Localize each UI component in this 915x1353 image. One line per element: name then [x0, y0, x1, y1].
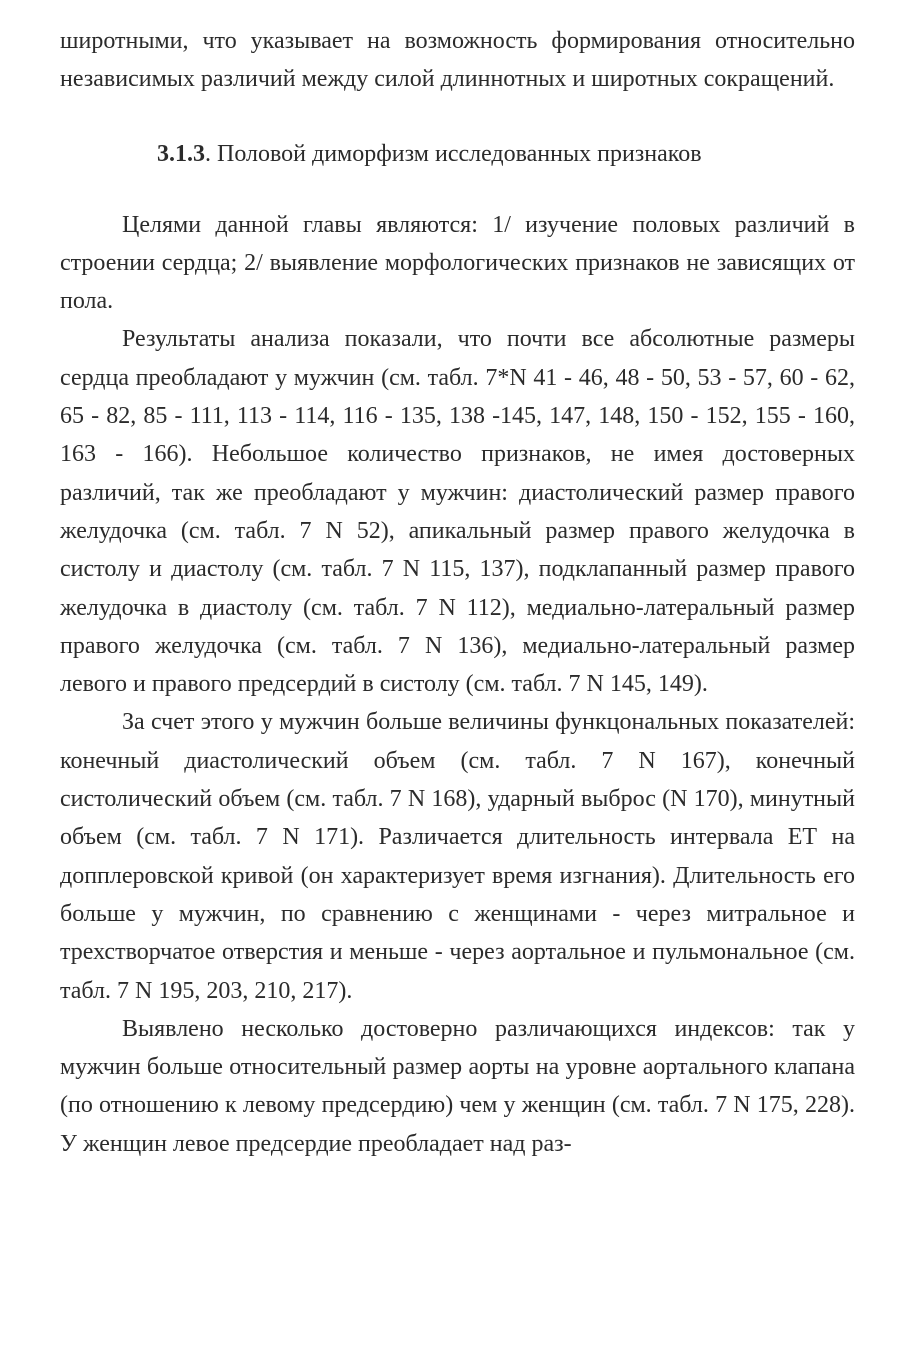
paragraph-functional: За счет этого у мужчин больше величины функцональных показателей: конечный диастолический объем (см. табл. 7 N 167), конечный систолический объем (см. табл. 7 N 168), ударный выброс (N 170), минутный объем (см. табл. 7 N 171). Различается длительность интервала ЕТ на допплеровской кривой (он характеризует время изгнания). Длительность его больше у мужчин, по сравнению с женщинами - через митральное и трехстворчатое отверстия и меньше - через аортальное и пульмональное (см. табл. 7 N 195, 203, 210, 217).	[60, 709, 855, 1004]
document-page	[60, 22, 855, 1163]
section-title: . Половой диморфизм исследованных признаков	[205, 140, 702, 167]
paragraph-goals: Целями данной главы являются: 1/ изучение половых различий в строении сердца; 2/ выявление морфологических признаков не зависящих от пола.	[60, 211, 855, 315]
paragraph-continuation: широтными, что указывает на возможность формирования относительно независимых различий между силой длиннотных и широтных сокращений.	[60, 28, 855, 93]
paragraph-indices: Выявлено несколько достоверно различающихся индексов: так у мужчин больше относительный размер аорты на уровне аортального клапана (по отношению к левому предсердию) чем у женщин (см. табл. 7 N 175, 228). У женщин левое предсердие преобладает над раз-	[60, 1015, 855, 1157]
section-number: 3.1.3	[157, 140, 205, 167]
section-heading	[60, 139, 855, 169]
paragraph-results: Результаты анализа показали, что почти все абсолютные размеры сердца преобладают у мужчин (см. табл. 7*N 41 - 46, 48 - 50, 53 - 57, 60 - 62, 65 - 82, 85 - 111, 113 - 114, 116 - 135, 138 -145, 147, 148, 150 - 152, 155 - 160, 163 - 166). Небольшое количество признаков, не имея достоверных различий, так же преобладают у мужчин: диастолический размер правого желудочка (см. табл. 7 N 52), апикальный размер правого желудочка в систолу и диастолу (см. табл. 7 N 115, 137), подклапанный размер правого желудочка в диастолу (см. табл. 7 N 112), медиально-латеральный размер правого желудочка (см. табл. 7 N 136), медиально-латеральный размер левого и правого предсердий в систолу (см. табл. 7 N 145, 149).	[60, 326, 855, 698]
